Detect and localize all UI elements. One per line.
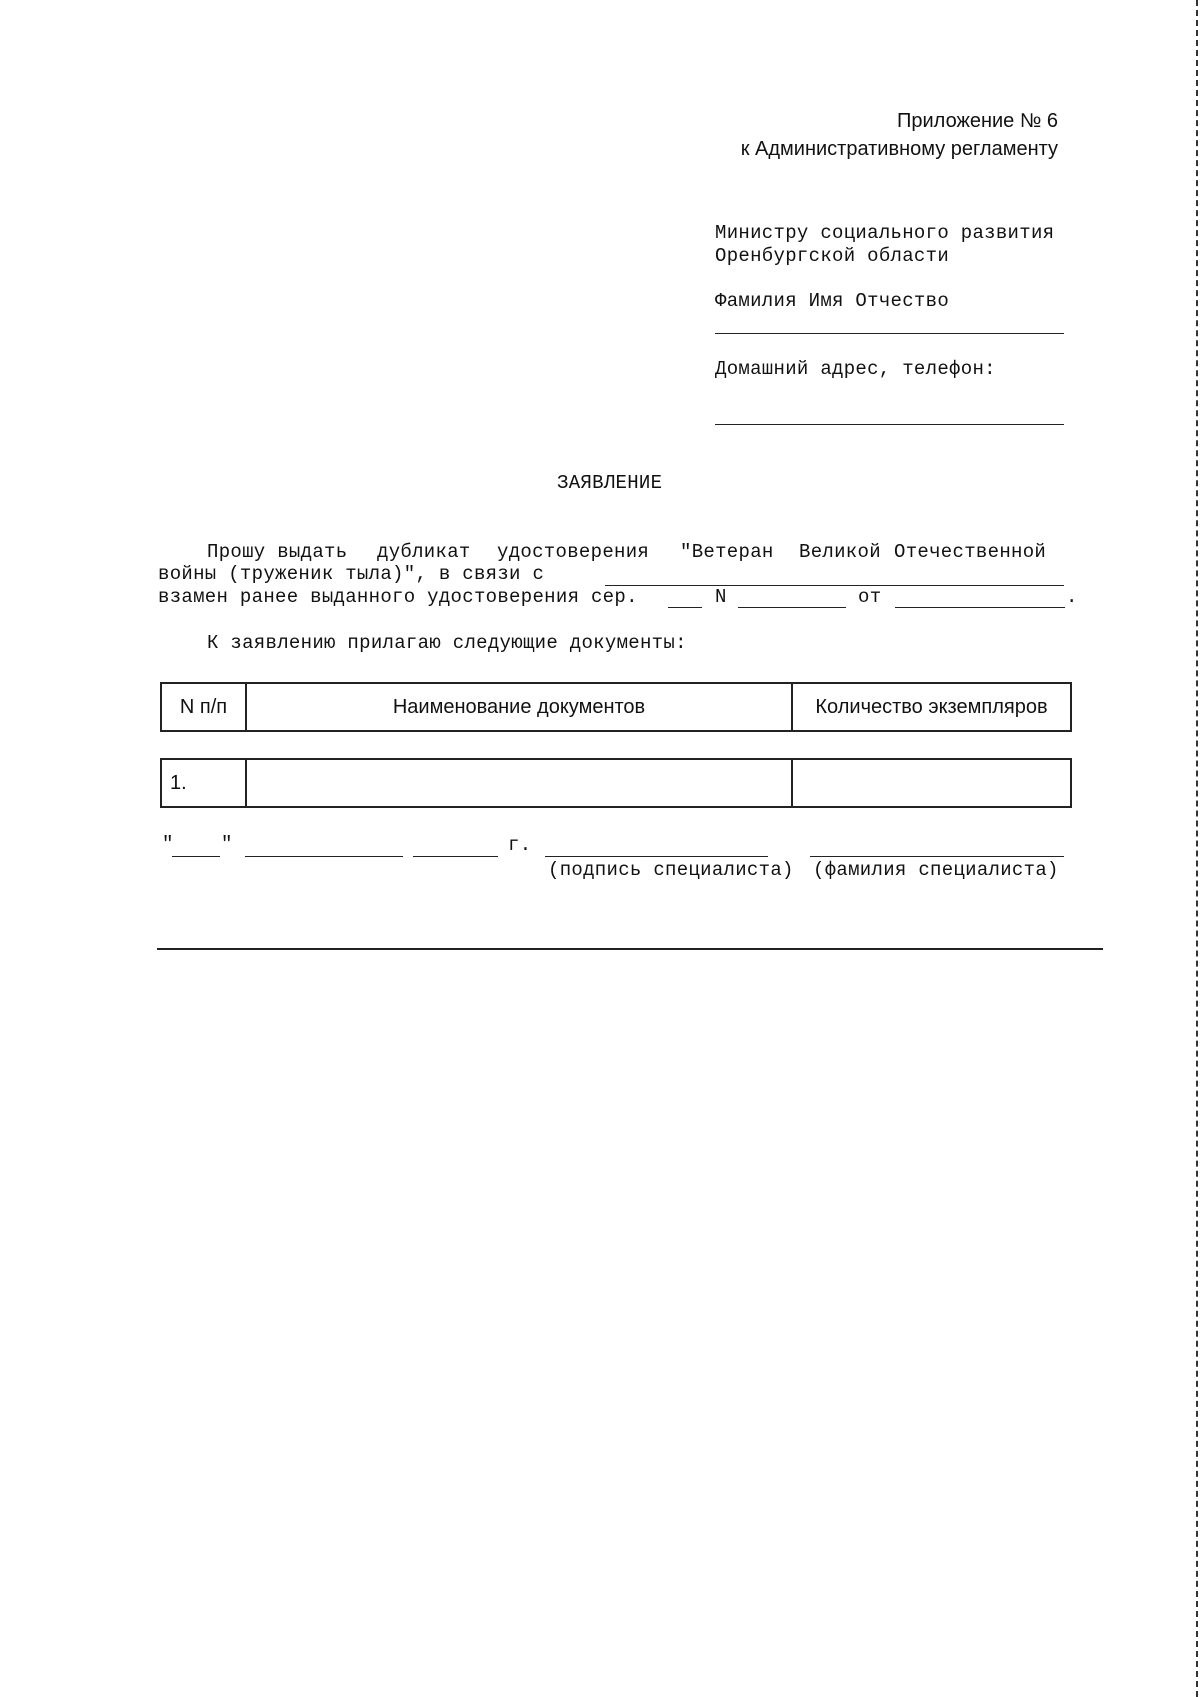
signature-field-line[interactable] [545,856,768,857]
issue-date-field-line[interactable] [895,607,1065,608]
documents-table-header [160,682,1072,732]
year-field-line[interactable] [413,856,498,857]
attachments-intro: К заявлению прилагаю следующие документы: [207,632,687,654]
addressee-line2: Оренбургской области [715,245,950,267]
row-copies[interactable] [793,760,1070,806]
body-line3: взамен ранее выданного удостоверения сер. [158,586,638,608]
specialist-name-field-line[interactable] [810,856,1064,857]
body-line1-part5: Великой [799,541,881,563]
body-line2: войны (труженик тыла)", в связи с [158,563,545,585]
month-field-line[interactable] [245,856,403,857]
address-label: Домашний адрес, телефон: [715,358,996,380]
specialist-name-caption: (фамилия специалиста) [813,859,1059,881]
date-quote-open: " [162,833,174,855]
name-field-line[interactable] [715,333,1064,334]
annex-reference: к Административному регламенту [740,138,1058,160]
line3-period: . [1066,586,1078,608]
bottom-divider [157,948,1103,950]
date-quote-close: " [221,833,233,855]
number-label: N [715,586,727,608]
annex-number: Приложение № 6 [897,110,1058,132]
name-label: Фамилия Имя Отчество [715,290,950,312]
date-from-label: от [858,586,882,608]
header-copies: Количество экземпляров [815,695,1048,718]
addressee-line1: Министру социального развития [715,222,1055,244]
row-number: 1. [162,760,247,806]
header-number: N п/п [162,684,247,730]
body-line1-part4: "Ветеран [680,541,774,563]
body-line1-part3: удостоверения [497,541,650,563]
year-suffix: г. [508,834,532,856]
scan-edge-line [1196,0,1198,1697]
body-line1-part6: Отечественной [894,541,1047,563]
document-title: ЗАЯВЛЕНИЕ [557,472,663,494]
reason-field-line[interactable] [605,585,1064,586]
body-line1-part1: Прошу выдать [207,541,348,563]
row-document-name[interactable] [247,760,793,806]
table-row [160,758,1072,808]
signature-caption: (подпись специалиста) [548,859,794,881]
series-field-line[interactable] [668,607,702,608]
address-field-line[interactable] [715,424,1064,425]
number-field-line[interactable] [738,607,846,608]
day-field-line[interactable] [172,856,220,857]
header-document-name: Наименование документов [247,684,793,730]
body-line1-part2: дубликат [377,541,471,563]
